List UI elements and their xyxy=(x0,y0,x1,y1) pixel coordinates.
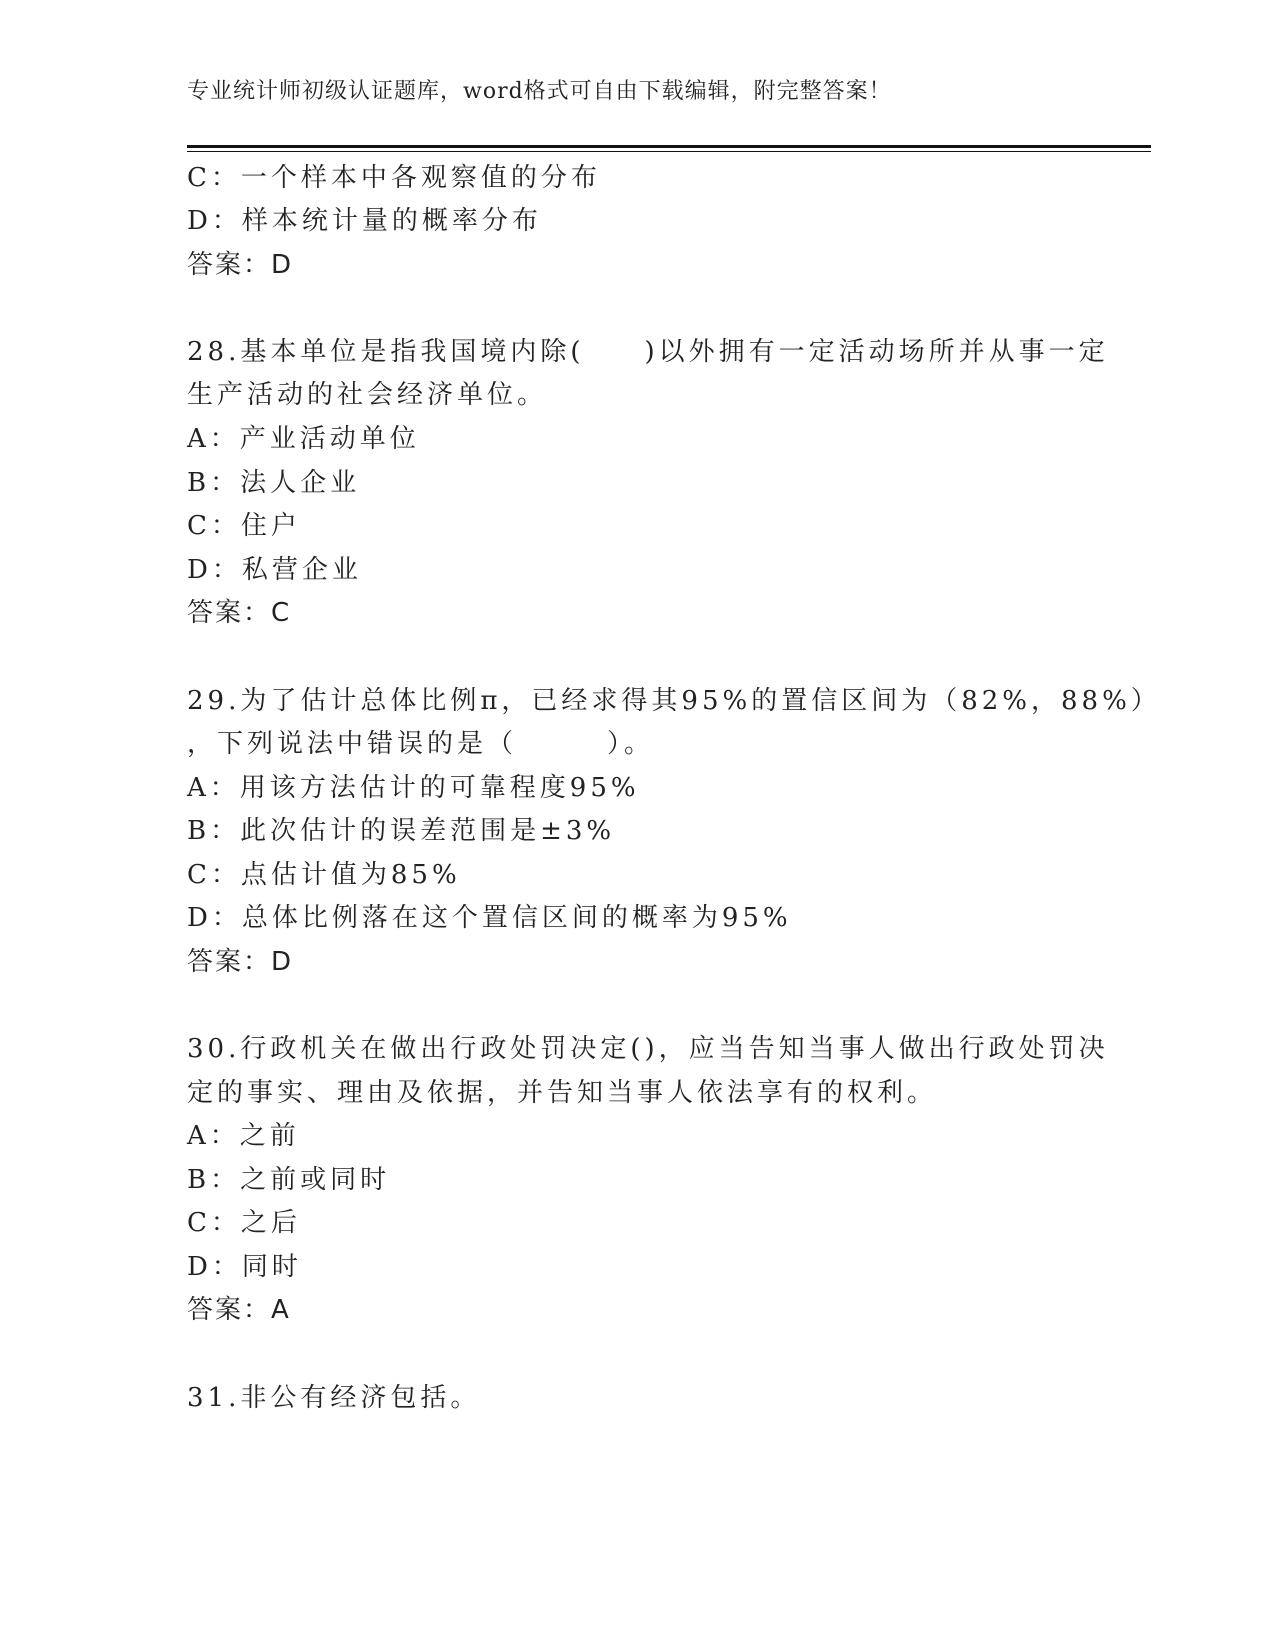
page-header: 专业统计师初级认证题库，word格式可自由下载编辑，附完整答案！ xyxy=(187,79,892,104)
q30-option-c: C：之后 xyxy=(187,1208,301,1238)
q28-stem-line2: 生产活动的社会经济单位。 xyxy=(187,380,548,410)
header-rule-thin xyxy=(187,151,1151,152)
q28-option-d: D：私营企业 xyxy=(187,555,362,585)
q27-option-c: C：一个样本中各观察值的分布 xyxy=(187,163,601,193)
q30-answer: 答案：A xyxy=(187,1295,291,1325)
q28-option-a: A：产业活动单位 xyxy=(187,424,420,454)
q29-stem-line2: ，下列说法中错误的是（ ）。 xyxy=(187,729,655,759)
q29-option-d: D：总体比例落在这个置信区间的概率为95% xyxy=(187,903,792,933)
q27-answer: 答案：D xyxy=(187,250,294,280)
q29-answer: 答案：D xyxy=(187,947,294,977)
q30-option-b: B：之前或同时 xyxy=(187,1165,391,1195)
q28-option-b: B：法人企业 xyxy=(187,468,361,498)
q29-option-a: A：用该方法估计的可靠程度95% xyxy=(187,773,640,803)
q31-stem-line1: 31.非公有经济包括。 xyxy=(187,1383,481,1413)
q28-option-c: C：住户 xyxy=(187,511,301,541)
q29-option-b: B：此次估计的误差范围是±3% xyxy=(187,816,616,846)
q30-option-d: D：同时 xyxy=(187,1252,302,1282)
q30-option-a: A：之前 xyxy=(187,1121,300,1151)
q30-stem-line1: 30.行政机关在做出行政处罚决定()，应当告知当事人做出行政处罚决 xyxy=(187,1034,1109,1064)
q28-answer: 答案：C xyxy=(187,598,292,628)
q30-stem-line2: 定的事实、理由及依据，并告知当事人依法享有的权利。 xyxy=(187,1078,938,1108)
q29-stem-line1: 29.为了估计总体比例π，已经求得其95%的置信区间为（82%，88%） xyxy=(187,686,1161,716)
q28-stem-line1: 28.基本单位是指我国境内除( )以外拥有一定活动场所并从事一定 xyxy=(187,337,1109,367)
q27-option-d: D：样本统计量的概率分布 xyxy=(187,206,542,236)
header-rule-thick xyxy=(187,145,1151,148)
q29-option-c: C：点估计值为85% xyxy=(187,860,461,890)
